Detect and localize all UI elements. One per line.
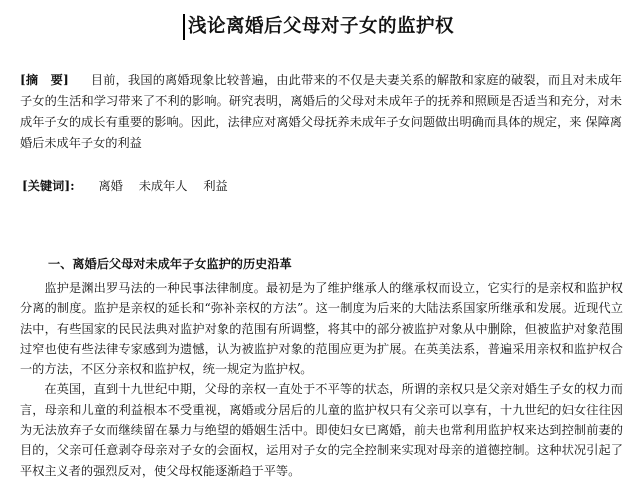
section-heading: 一、离婚后父母对未成年子女监护的历史沿革 xyxy=(48,257,292,271)
body-paragraph: 监护是渊出罗马法的一种民事法律制度。最初是为了维护继承人的继承权而设立，它实行的是亲权和监护权分离的制度。监护是亲权的延长和“弥补亲权的方法”。这一制度为后来的大陆法系国家所继承和发展。近现代立法中，有些国家的民民法典对监护对象的范围有所调整，将其中的部分被监护对象从中删除，但被监护对象范围过窄也使有些法律专家感到为遗憾，认为被监护对象的范围应更为扩展。在英美法系，普遍采用亲权和监护权合一的方法，不区分亲权和监护权，统一规定为监护权。 xyxy=(20,281,623,377)
abstract-label: [摘 要] xyxy=(20,73,69,87)
keywords-block xyxy=(22,176,622,197)
section-body xyxy=(20,278,623,481)
title-container xyxy=(0,14,637,40)
document-title: 浅论离婚后父母对子女的监护权 xyxy=(183,14,454,40)
keywords-label: [关键词]: xyxy=(22,179,75,193)
keyword-item: 利益 xyxy=(203,179,228,193)
abstract-text: 目前，我国的离婚现象比较普遍，由此带来的不仅是夫妻关系的解散和家庭的破裂，而且对未成年子女的生活和学习带来了不利的影响。研究表明，离婚后的父母对未成年子的抚养和照顾是否适当和充分，对未成年子女的成长有重要的影响。因此，法律应对离婚父母抚养未成年子女问题做出明确而具体的规定，来 保障离婚后未成年子女的利益 xyxy=(20,73,622,150)
keyword-item: 未成年人 xyxy=(138,179,188,193)
keyword-item: 离婚 xyxy=(98,179,123,193)
body-paragraph: 在英国，直到十九世纪中期，父母的亲权一直处于不平等的状态，所谓的亲权只是父亲对婚生子女的权力而言，母亲和儿童的利益根本不受重视，离婚或分居后的儿童的监护权只有父亲可以享有，十九世纪的妇女往往因为无法放弃子女而继续留在暴力与绝望的婚姻生活中。即使妇女已离婚，前夫也常利用监护权来达到控制前妻的目的，父亲可任意剥夺母亲对子女的会面权，运用对子女的完全控制来实现对母亲的道德控制。这种状况引起了平权主义者的强烈反对，使父母权能逐渐趋于平等。 xyxy=(20,382,623,478)
abstract-block xyxy=(20,70,622,154)
